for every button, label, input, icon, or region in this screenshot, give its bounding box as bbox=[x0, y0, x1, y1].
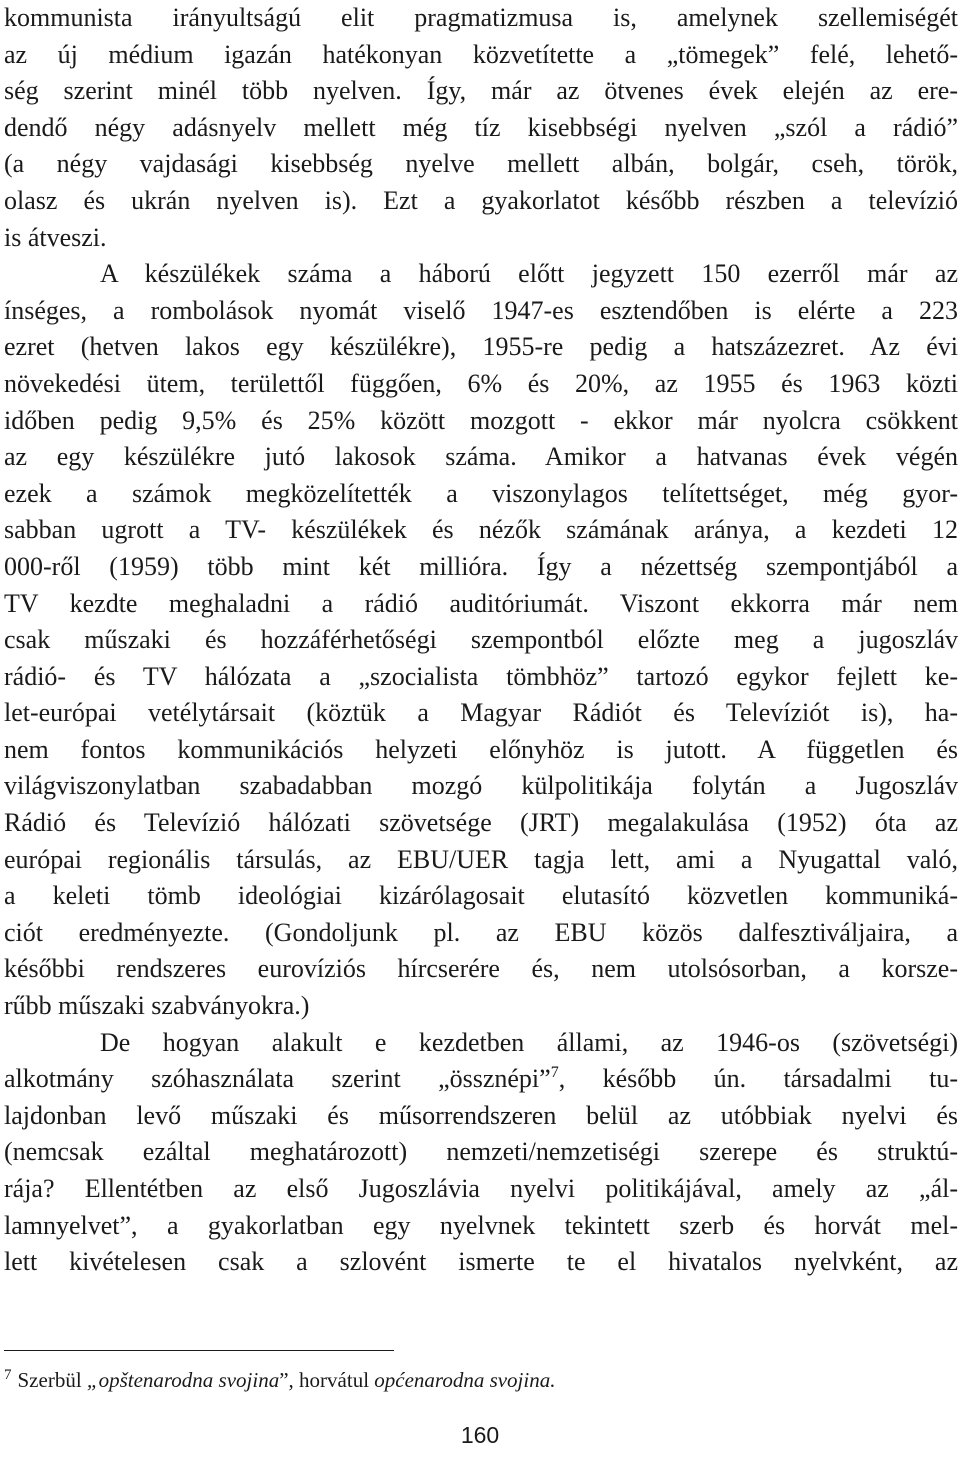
text-line: is átveszi. bbox=[4, 222, 107, 252]
text-line: olasz és ukrán nyelven is). Ezt a gyakorlatot később részben a televízió bbox=[4, 185, 958, 215]
text-line: sabban ugrott a TV- készülékek és nézők számának aránya, a kezdeti 12 bbox=[4, 515, 958, 545]
text-line: lamnyelvet”, a gyakorlatban egy nyelvnek tekintett szerb és horvát mel- bbox=[4, 1210, 958, 1240]
text-line: ség szerint minél több nyelven. Így, már az ötvenes évek elején az ere- bbox=[4, 76, 958, 106]
body-text bbox=[4, 0, 958, 1281]
text-line: rádió- és TV hálózata a „szocialista tömbhöz” tartozó egykor fejlett ke- bbox=[4, 661, 958, 691]
text-line: a keleti tömb ideológiai kizárólagosait elutasító közvetlen kommuniká- bbox=[4, 881, 958, 911]
footnote bbox=[4, 1366, 555, 1394]
text-line: az új médium igazán hatékonyan közvetítette a „tömegek” felé, lehető- bbox=[4, 39, 958, 69]
text-line: rűbb műszaki szabványokra.) bbox=[4, 991, 310, 1021]
text-line: növekedési ütem, területtől függően, 6% és 20%, az 1955 és 1963 közti bbox=[4, 368, 958, 398]
page-number: 160 bbox=[460, 1422, 500, 1448]
text-line: dendő négy adásnyelv mellett még tíz kisebbségi nyelven „szól a rádió” bbox=[4, 112, 958, 142]
text-line: időben pedig 9,5% és 25% között mozgott - ekkor már nyolcra csökkent bbox=[4, 405, 958, 435]
text-line: lajdonban levő műszaki és műsorrendszeren belül az utóbbiak nyelvi és bbox=[4, 1100, 958, 1130]
text-line: az egy készülékre jutó lakosok száma. Amikor a hatvanas évek végén bbox=[4, 442, 958, 472]
text-line: (nemcsak ezáltal meghatározott) nemzeti/nemzetiségi szerepe és struktú- bbox=[4, 1137, 958, 1167]
footnote-text: ”, horvátul bbox=[279, 1368, 375, 1392]
text-line: ezret (hetven lakos egy készülékre), 1955-re pedig a hatszázezret. Az évi bbox=[4, 332, 958, 362]
text-line: európai regionális társulás, az EBU/UER tagja lett, ami a Nyugattal való, bbox=[4, 844, 958, 874]
footnote-reference[interactable]: 7 bbox=[550, 1064, 559, 1082]
text-line: let-európai vetélytársait (köztük a Magyar Rádiót és Televíziót is), ha- bbox=[4, 698, 958, 728]
text-line: lett kivételesen csak a szlovént ismerte te el hivatalos nyelvként, az bbox=[4, 1247, 958, 1277]
text-line: ciót eredményezte. (Gondoljunk pl. az EBU közös dalfesztiváljaira, a bbox=[4, 917, 958, 947]
text-line: csak műszaki és hozzáférhetőségi szempontból előzte meg a jugoszláv bbox=[4, 625, 958, 655]
text-line: ínséges, a rombolások nyomát viselő 1947-es esztendőben is elérte a 223 bbox=[4, 295, 958, 325]
text-segment: alkotmány szóhasználata szerint „össznépi” bbox=[4, 1064, 551, 1094]
text-line: 000-ről (1959) több mint két millióra. Így a nézettség szempontjából a bbox=[4, 551, 958, 581]
text-line: kommunista irányultságú elit pragmatizmusa is, amelynek szellemiségét bbox=[4, 3, 958, 32]
text-segment: , később ún. társadalmi tu- bbox=[558, 1064, 958, 1094]
text-line: világviszonylatban szabadabban mozgó külpolitikája folytán a Jugoszláv bbox=[4, 771, 958, 801]
footnote-divider bbox=[4, 1350, 394, 1351]
text-line-with-footnote-ref bbox=[4, 1061, 958, 1098]
paragraph-start-line: De hogyan alakult e kezdetben állami, az 1946-os (szövetségi) bbox=[100, 1027, 958, 1057]
footnote-number: 7 bbox=[4, 1367, 12, 1383]
footnote-term-serbian: „opštenarodna svojina bbox=[86, 1368, 280, 1392]
text-line: (a négy vajdasági kisebbség nyelve mellett albán, bolgár, cseh, török, bbox=[4, 149, 958, 179]
text-line: későbbi rendszeres eurovíziós hírcserére és, nem utolsósorban, a korsze- bbox=[4, 954, 958, 984]
footnote-text: Szerbül bbox=[17, 1368, 87, 1392]
text-line: ezek a számok megközelítették a viszonylagos telítettséget, még gyor- bbox=[4, 478, 958, 508]
text-line: Rádió és Televízió hálózati szövetsége (JRT) megalakulása (1952) óta az bbox=[4, 808, 958, 838]
footnote-term-croatian: općenarodna svojina. bbox=[374, 1368, 556, 1392]
text-line: TV kezdte meghaladni a rádió auditóriumát. Viszont ekkorra már nem bbox=[4, 588, 958, 618]
text-line: rája? Ellentétben az első Jugoszlávia nyelvi politikájával, amely az „ál- bbox=[4, 1174, 958, 1203]
text-line: nem fontos kommunikációs helyzeti előnyhöz is jutott. A független és bbox=[4, 734, 958, 764]
paragraph-start-line: A készülékek száma a háború előtt jegyzett 150 ezerről már az bbox=[100, 259, 958, 289]
